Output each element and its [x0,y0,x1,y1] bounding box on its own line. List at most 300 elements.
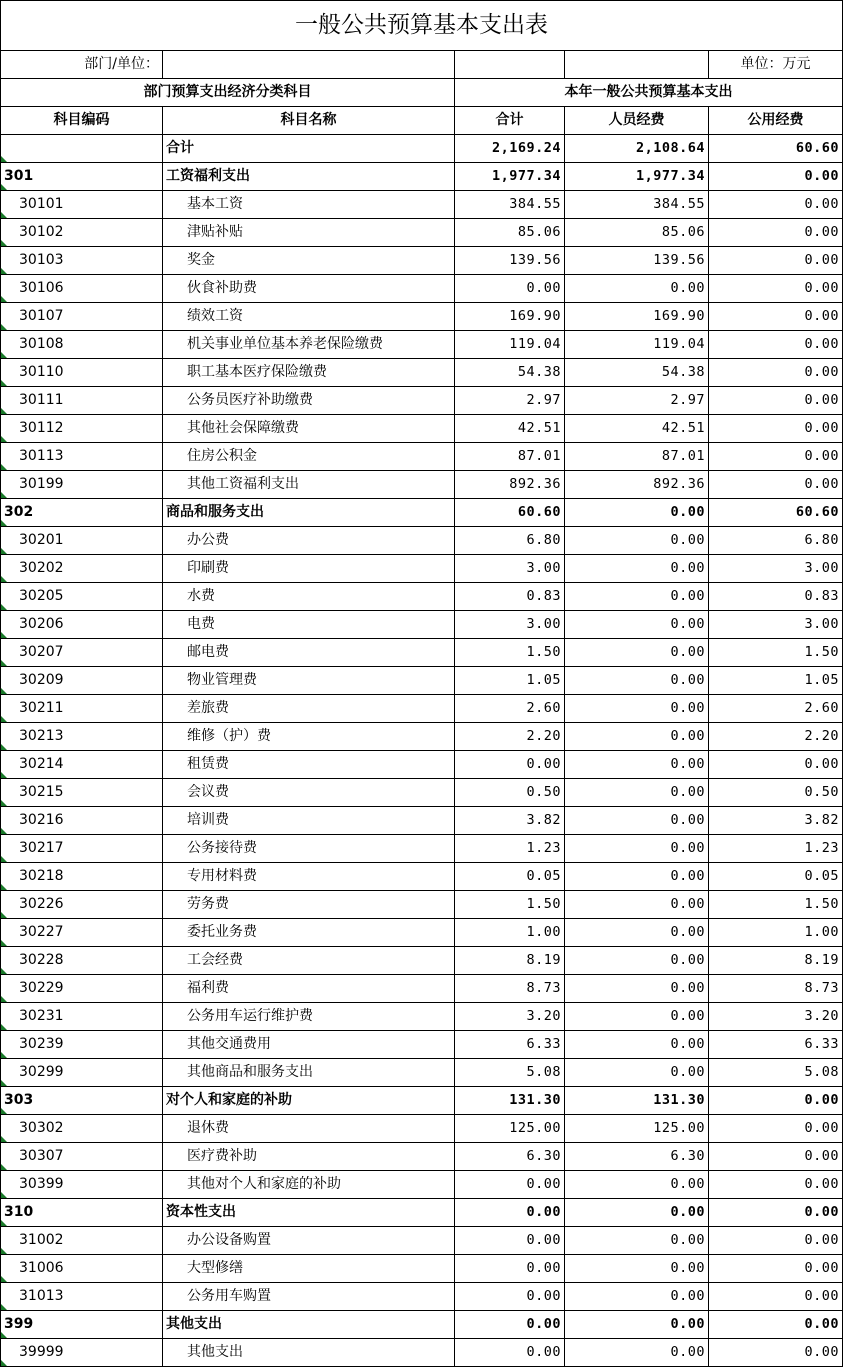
code-cell[interactable] [1,863,163,891]
personnel-cell[interactable] [565,919,709,947]
public-cell[interactable] [709,667,843,695]
name-cell[interactable] [163,219,455,247]
personnel-text: 0.00 [670,1288,705,1304]
name-cell[interactable] [163,443,455,471]
cell-marker-icon [1,156,7,162]
total-text: 8.73 [526,980,561,996]
table-row [1,891,843,919]
public-cell[interactable] [709,1087,843,1115]
public-cell[interactable] [709,1199,843,1227]
code-cell[interactable] [1,1115,163,1143]
sheet-title[interactable]: 一般公共预算基本支出表 [1,1,843,51]
name-cell[interactable] [163,1031,455,1059]
name-text: 资本性支出 [166,1204,236,1220]
public-text: 3.20 [804,1008,839,1024]
public-cell[interactable] [709,583,843,611]
public-cell[interactable] [709,191,843,219]
code-cell[interactable] [1,1171,163,1199]
total-text: 125.00 [509,1120,561,1136]
code-cell[interactable] [1,275,163,303]
name-cell[interactable] [163,611,455,639]
public-cell[interactable] [709,1255,843,1283]
total-cell[interactable] [455,415,565,443]
code-cell[interactable] [1,919,163,947]
table-row [1,919,843,947]
personnel-cell[interactable] [565,1255,709,1283]
code-cell[interactable] [1,1003,163,1031]
personnel-cell[interactable] [565,695,709,723]
personnel-cell[interactable] [565,611,709,639]
name-cell[interactable] [163,415,455,443]
cell-marker-icon [1,772,7,778]
public-cell[interactable] [709,863,843,891]
code-cell[interactable] [1,1339,163,1367]
total-cell[interactable] [455,1115,565,1143]
public-cell[interactable] [709,219,843,247]
public-cell[interactable] [709,891,843,919]
code-cell[interactable] [1,135,163,163]
public-cell[interactable] [709,1227,843,1255]
header-total[interactable]: 合计 [455,107,565,135]
personnel-cell[interactable] [565,583,709,611]
personnel-cell[interactable] [565,303,709,331]
personnel-cell[interactable] [565,387,709,415]
total-cell[interactable] [455,1283,565,1311]
public-cell[interactable] [709,1339,843,1367]
total-text: 3.20 [526,1008,561,1024]
total-text: 0.50 [526,784,561,800]
name-cell[interactable] [163,555,455,583]
name-cell[interactable] [163,471,455,499]
public-cell[interactable] [709,779,843,807]
public-cell[interactable] [709,275,843,303]
group-row [1,163,843,191]
personnel-cell[interactable] [565,499,709,527]
name-cell[interactable] [163,919,455,947]
code-text: 30227 [19,924,64,940]
cell-marker-icon [1,184,7,190]
total-cell[interactable] [455,1059,565,1087]
total-text: 384.55 [509,196,561,212]
cell-marker-icon [1,828,7,834]
public-cell[interactable] [709,639,843,667]
personnel-cell[interactable] [565,1115,709,1143]
public-cell[interactable] [709,359,843,387]
cell-marker-icon [1,968,7,974]
total-cell[interactable] [455,1171,565,1199]
personnel-cell[interactable] [565,471,709,499]
name-cell[interactable] [163,835,455,863]
total-cell[interactable] [455,947,565,975]
name-cell[interactable] [163,1199,455,1227]
code-text: 303 [4,1092,34,1108]
total-cell[interactable] [455,219,565,247]
name-cell[interactable] [163,1087,455,1115]
personnel-cell[interactable] [565,415,709,443]
total-cell[interactable] [455,611,565,639]
total-cell[interactable] [455,807,565,835]
code-cell[interactable] [1,1227,163,1255]
table-row [1,639,843,667]
public-cell[interactable] [709,387,843,415]
code-text: 31002 [19,1232,64,1248]
personnel-cell[interactable] [565,1199,709,1227]
personnel-cell[interactable] [565,667,709,695]
code-cell[interactable] [1,303,163,331]
personnel-cell[interactable] [565,639,709,667]
code-cell[interactable] [1,1283,163,1311]
public-cell[interactable] [709,1059,843,1087]
total-text: 0.00 [526,1260,561,1276]
total-cell[interactable] [455,1143,565,1171]
total-cell[interactable] [455,1031,565,1059]
public-cell[interactable] [709,471,843,499]
code-text: 39999 [19,1344,64,1360]
header-name[interactable]: 科目名称 [163,107,455,135]
code-cell[interactable] [1,443,163,471]
personnel-cell[interactable] [565,359,709,387]
total-text: 1.50 [526,896,561,912]
code-cell[interactable] [1,807,163,835]
code-cell[interactable] [1,1143,163,1171]
table-row [1,1339,843,1367]
public-cell[interactable] [709,835,843,863]
header-public[interactable]: 公用经费 [709,107,843,135]
personnel-text: 0.00 [670,504,705,520]
total-cell[interactable] [455,303,565,331]
name-cell[interactable] [163,779,455,807]
cell-marker-icon [1,800,7,806]
personnel-cell[interactable] [565,863,709,891]
header-personnel[interactable]: 人员经费 [565,107,709,135]
name-cell[interactable] [163,975,455,1003]
personnel-text: 0.00 [670,700,705,716]
code-cell[interactable] [1,471,163,499]
table-row [1,1059,843,1087]
code-cell[interactable] [1,667,163,695]
name-cell[interactable] [163,947,455,975]
header-group-classification[interactable]: 部门预算支出经济分类科目 [1,79,455,107]
public-cell[interactable] [709,1115,843,1143]
public-cell[interactable] [709,751,843,779]
code-text: 30307 [19,1148,64,1164]
personnel-cell[interactable] [565,835,709,863]
total-cell[interactable] [455,275,565,303]
code-cell[interactable] [1,163,163,191]
total-cell[interactable] [455,1199,565,1227]
total-cell[interactable] [455,499,565,527]
public-cell[interactable] [709,415,843,443]
code-cell[interactable] [1,975,163,1003]
name-text: 对个人和家庭的补助 [166,1092,292,1108]
total-cell[interactable] [455,863,565,891]
name-cell[interactable] [163,667,455,695]
cell-marker-icon [1,380,7,386]
name-cell[interactable] [163,583,455,611]
public-text: 8.19 [804,952,839,968]
code-text: 30239 [19,1036,64,1052]
public-cell[interactable] [709,135,843,163]
name-cell[interactable] [163,1339,455,1367]
code-cell[interactable] [1,527,163,555]
name-cell[interactable] [163,135,455,163]
dept-value-cell[interactable] [163,51,455,79]
total-cell[interactable] [455,387,565,415]
total-cell[interactable] [455,1311,565,1339]
personnel-cell[interactable] [565,1087,709,1115]
personnel-cell[interactable] [565,1227,709,1255]
total-text: 1,977.34 [491,168,561,184]
personnel-cell[interactable] [565,723,709,751]
total-cell[interactable] [455,191,565,219]
personnel-cell[interactable] [565,527,709,555]
code-cell[interactable] [1,1199,163,1227]
total-cell[interactable] [455,835,565,863]
name-cell[interactable] [163,191,455,219]
name-text: 邮电费 [187,644,229,660]
name-cell[interactable] [163,275,455,303]
code-cell[interactable] [1,1311,163,1339]
code-cell[interactable] [1,947,163,975]
public-text: 0.00 [804,420,839,436]
total-text: 169.90 [509,308,561,324]
public-cell[interactable] [709,163,843,191]
public-cell[interactable] [709,1031,843,1059]
code-cell[interactable] [1,891,163,919]
public-cell[interactable] [709,331,843,359]
name-cell[interactable] [163,359,455,387]
personnel-cell[interactable] [565,247,709,275]
public-cell[interactable] [709,555,843,583]
personnel-cell[interactable] [565,1283,709,1311]
dept-label[interactable]: 部门/单位： [1,51,163,79]
public-cell[interactable] [709,611,843,639]
empty-cell[interactable] [455,51,565,79]
total-cell[interactable] [455,695,565,723]
public-cell[interactable] [709,919,843,947]
total-cell[interactable] [455,779,565,807]
name-text: 其他交通费用 [187,1036,271,1052]
name-cell[interactable] [163,1227,455,1255]
unit-label[interactable]: 单位：万元 [709,51,843,79]
public-cell[interactable] [709,303,843,331]
public-cell[interactable] [709,1143,843,1171]
total-cell[interactable] [455,555,565,583]
public-text: 2.20 [804,728,839,744]
name-cell[interactable] [163,331,455,359]
code-text: 30110 [19,364,64,380]
code-text: 30112 [19,420,64,436]
personnel-cell[interactable] [565,779,709,807]
code-text: 30213 [19,728,64,744]
name-cell[interactable] [163,303,455,331]
personnel-cell[interactable] [565,751,709,779]
total-cell[interactable] [455,1087,565,1115]
code-cell[interactable] [1,499,163,527]
total-cell[interactable] [455,443,565,471]
public-text: 1.23 [804,840,839,856]
total-text: 6.33 [526,1036,561,1052]
code-cell[interactable] [1,695,163,723]
name-text: 其他支出 [166,1316,222,1332]
total-cell[interactable] [455,331,565,359]
name-cell[interactable] [163,1059,455,1087]
personnel-cell[interactable] [565,1311,709,1339]
total-cell[interactable] [455,135,565,163]
total-cell[interactable] [455,1339,565,1367]
personnel-cell[interactable] [565,443,709,471]
name-text: 机关事业单位基本养老保险缴费 [187,336,383,352]
name-cell[interactable] [163,499,455,527]
code-cell[interactable] [1,779,163,807]
public-cell[interactable] [709,499,843,527]
total-cell[interactable] [455,751,565,779]
personnel-cell[interactable] [565,163,709,191]
name-cell[interactable] [163,723,455,751]
public-cell[interactable] [709,947,843,975]
code-cell[interactable] [1,639,163,667]
total-cell[interactable] [455,1003,565,1031]
personnel-cell[interactable] [565,975,709,1003]
cell-marker-icon [1,212,7,218]
name-cell[interactable] [163,1003,455,1031]
name-cell[interactable] [163,807,455,835]
name-cell[interactable] [163,1283,455,1311]
code-cell[interactable] [1,219,163,247]
table-row [1,247,843,275]
cell-marker-icon [1,1304,7,1310]
public-cell[interactable] [709,695,843,723]
name-cell[interactable] [163,247,455,275]
name-cell[interactable] [163,163,455,191]
personnel-cell[interactable] [565,275,709,303]
public-cell[interactable] [709,1283,843,1311]
code-cell[interactable] [1,611,163,639]
name-cell[interactable] [163,1255,455,1283]
name-cell[interactable] [163,751,455,779]
total-cell[interactable] [455,583,565,611]
personnel-cell[interactable] [565,1031,709,1059]
public-cell[interactable] [709,527,843,555]
name-cell[interactable] [163,639,455,667]
empty-cell[interactable] [565,51,709,79]
personnel-cell[interactable] [565,555,709,583]
name-cell[interactable] [163,387,455,415]
personnel-cell[interactable] [565,891,709,919]
personnel-text: 0.00 [670,1204,705,1220]
code-cell[interactable] [1,555,163,583]
code-cell[interactable] [1,1087,163,1115]
name-cell[interactable] [163,863,455,891]
code-cell[interactable] [1,191,163,219]
total-cell[interactable] [455,639,565,667]
code-cell[interactable] [1,751,163,779]
personnel-cell[interactable] [565,219,709,247]
code-cell[interactable] [1,723,163,751]
personnel-cell[interactable] [565,1171,709,1199]
name-cell[interactable] [163,1311,455,1339]
total-cell[interactable] [455,1255,565,1283]
total-text: 0.00 [526,1316,561,1332]
personnel-cell[interactable] [565,1339,709,1367]
total-cell[interactable] [455,163,565,191]
code-cell[interactable] [1,1255,163,1283]
public-cell[interactable] [709,247,843,275]
total-cell[interactable] [455,919,565,947]
total-cell[interactable] [455,975,565,1003]
public-cell[interactable] [709,723,843,751]
total-cell[interactable] [455,359,565,387]
name-cell[interactable] [163,527,455,555]
code-cell[interactable] [1,1059,163,1087]
public-cell[interactable] [709,975,843,1003]
name-cell[interactable] [163,891,455,919]
code-cell[interactable] [1,247,163,275]
total-cell[interactable] [455,667,565,695]
public-text: 0.00 [804,756,839,772]
name-cell[interactable] [163,1171,455,1199]
personnel-cell[interactable] [565,1003,709,1031]
public-cell[interactable] [709,807,843,835]
name-cell[interactable] [163,1143,455,1171]
code-cell[interactable] [1,359,163,387]
total-cell[interactable] [455,247,565,275]
personnel-cell[interactable] [565,1059,709,1087]
total-text: 892.36 [509,476,561,492]
code-cell[interactable] [1,1031,163,1059]
personnel-cell[interactable] [565,135,709,163]
personnel-cell[interactable] [565,947,709,975]
public-cell[interactable] [709,443,843,471]
code-text: 30229 [19,980,64,996]
name-cell[interactable] [163,1115,455,1143]
total-cell[interactable] [455,471,565,499]
total-cell[interactable] [455,1227,565,1255]
personnel-cell[interactable] [565,331,709,359]
name-text: 印刷费 [187,560,229,576]
name-text: 住房公积金 [187,448,257,464]
public-cell[interactable] [709,1171,843,1199]
name-text: 医疗费补助 [187,1148,257,1164]
total-cell[interactable] [455,891,565,919]
code-cell[interactable] [1,835,163,863]
public-text: 0.00 [804,336,839,352]
header-group-expenditure[interactable]: 本年一般公共预算基本支出 [455,79,843,107]
code-text: 310 [4,1204,34,1220]
code-text: 30199 [19,476,64,492]
public-text: 0.00 [804,252,839,268]
code-cell[interactable] [1,415,163,443]
personnel-cell[interactable] [565,807,709,835]
group-row [1,1311,843,1339]
header-code[interactable]: 科目编码 [1,107,163,135]
total-cell[interactable] [455,527,565,555]
public-cell[interactable] [709,1311,843,1339]
cell-marker-icon [1,1332,7,1338]
name-cell[interactable] [163,695,455,723]
total-text: 2.97 [526,392,561,408]
code-cell[interactable] [1,387,163,415]
personnel-cell[interactable] [565,1143,709,1171]
total-text: 0.00 [526,756,561,772]
public-cell[interactable] [709,1003,843,1031]
code-text: 30108 [19,336,64,352]
total-cell[interactable] [455,723,565,751]
code-cell[interactable] [1,331,163,359]
name-text: 奖金 [187,252,215,268]
personnel-cell[interactable] [565,191,709,219]
code-cell[interactable] [1,583,163,611]
